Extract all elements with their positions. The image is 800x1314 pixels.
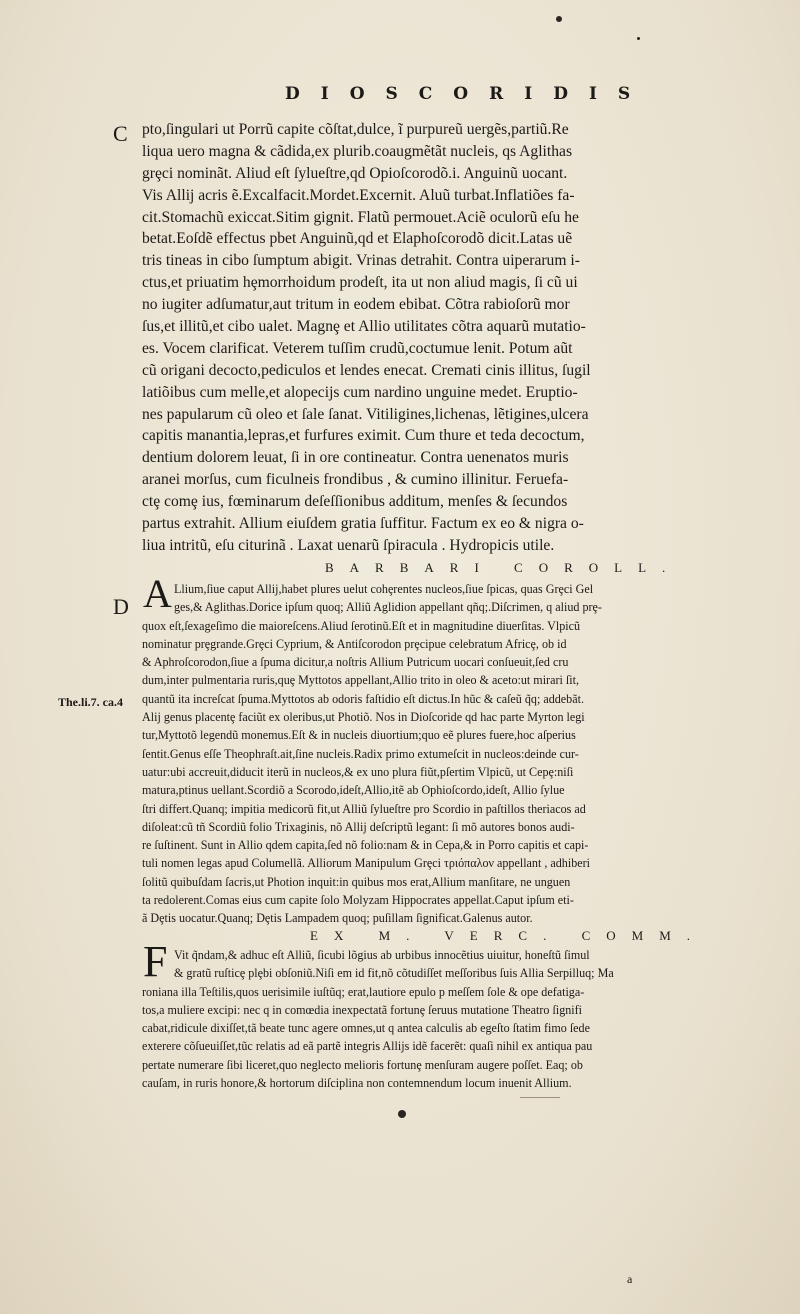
text-line: dum,inter pulmentaria ruris,quȩ Myttotos appellant,Allio trito in oleo & aceto:ut mirari ſit, xyxy=(142,673,579,688)
section-heading-verc: EX M. VERC. COMM. xyxy=(310,928,707,943)
text-line: quantũ ita increſcat ſpuma.Myttotos ab odoris faſtidio eſt dictus.In hũc & caſeũ q̃q; addebãt. xyxy=(142,691,584,706)
text-line: cauſam, in ruris honore,& hortorum diſciplina non contemnendum locum inuenit Allium. xyxy=(142,1076,572,1091)
text-line: betat.Eoſdẽ effectus pbet Anguinũ,qd et Elaphoſcorodõ dicit.Latas uẽ xyxy=(142,230,573,248)
text-line: ã Dȩtis uocatur.Quanq; Dȩtis Lampadem quoq; puſillam ſignificat.Galenus autor. xyxy=(142,911,533,926)
dropcap-f: F xyxy=(143,937,168,986)
text-line: pto,ſingulari ut Porrũ capite cõſtat,dulce, ĩ purpureũ uergẽs,partiũ.Re xyxy=(142,121,569,138)
text-line: ctus,et priuatim hȩmorrhoidum prodeſt, ita ut non aliud magis, ſi cũ ui xyxy=(142,274,578,292)
text-line: es. Vocem clarificat. Veterem tuſſim crudũ,coctumue lenit. Potum aũt xyxy=(142,339,573,357)
text-line: cit.Stomachũ exiccat.Sitim gignit. Flatũ permouet.Aciẽ oculorũ eſu he xyxy=(142,208,579,226)
text-line: pertate numerare ſibi liceret,quo neglecto melioris fortunȩ menſuram augere poſſet. Eaq; ob xyxy=(142,1057,583,1072)
page-signature: a xyxy=(627,1272,633,1286)
text-line: cabat,ridicule dixiſſet,tã beate tunc agere omnes,ut q antea calculis ab egeſto ſtatim fimo ſede xyxy=(142,1021,590,1036)
text-line: nes papularum cũ oleo et ſale ſanat. Vitiligines,lichenas, lẽtigines,ulcera xyxy=(142,405,589,423)
text-line: dentium dolorem leuat, ſi in ore contineatur. Contra uenenatos muris xyxy=(142,449,569,467)
text-line: uatur:ubi accreuit,diducit iterũ in nucleos,& ex uno plura fiũt,pſertim Vlpicũ, ut Cepȩ:niſi xyxy=(142,764,574,779)
text-line: Llium,ſiue caput Allij,habet plures uelut cohȩrentes nucleos,ſiue ſpicas, quas Grȩci Gel xyxy=(174,582,594,596)
text-line: tur,Myttotõ legendũ monemus.Eſt & in nucleis diuortium;quo eẽ plures fuere,hoc aſperius xyxy=(142,728,576,743)
text-line: Vit q̃ndam,& adhuc eſt Alliũ, ſicubi lõgius ab urbibus innocẽtius uiuitur, honeſtũ ſimul xyxy=(174,948,590,962)
text-line: exterere cõſueuiſſet,tũc relatis ad eã partẽ integris Allijs idẽ facerẽt: quaſi nihil ex antiqua pau xyxy=(142,1039,593,1054)
text-line: tris tineas in cibo ſumptum abigit. Vrinas detrahit. Contra uiperarum i- xyxy=(142,252,580,270)
text-line: Alij genus placentȩ faciũt ex oleribus,ut Photiõ. Nos in Dioſcoride qd hac parte Myrton legi xyxy=(142,710,585,725)
text-line: ctȩ comȩ ius, fœminarum deſeſſionibus additum, menſes & ſecundos xyxy=(142,493,568,511)
text-line: roniana illa Teſtilis,quos uerisimile iuſtũq; erat,lautiore epulo p meſſem ſole & ope defatiga- xyxy=(142,984,585,999)
text-line: ſus,et illitũ,et cibo ualet. Magnȩ et Allio utilitates cõtra aquarũ mutatio- xyxy=(142,318,586,336)
text-line: ta redolerent.Comas eius cum capite ſolo Molyzam Hippocrates appellat.Caput ipſum eti- xyxy=(142,893,574,908)
faint-rule xyxy=(520,1097,560,1098)
text-line: liua intritũ, eſu citurinã . Laxat uenarũ ſpiracula . Hydropicis utile. xyxy=(142,536,555,554)
text-line: partus extrahit. Allium eiuſdem gratia ſuffitur. Factum ex eo & nigra o- xyxy=(142,515,584,533)
margin-letter-d: D xyxy=(113,594,129,619)
text-line: quox eſt,ſexageſimo die maioreſcens.Aliud ſerotinũ.Eſt et in magnitudine diuerſitas. Vlpicũ xyxy=(142,618,581,633)
text-line: ſentit.Genus eſſe Theophraſt.ait,ſine nucleis.Radix primo extumeſcit in nucleos:deinde cur- xyxy=(142,746,579,761)
section-heading-barbari: BARBARI COROLL. xyxy=(325,560,682,575)
running-head: DIOSCORIDIS xyxy=(285,84,652,104)
text-line: aranei morſus, cum ficulneis frondibus , & cumino illinitur. Feruefa- xyxy=(142,471,569,489)
text-line: cũ origani decocto,pediculos et lendes enecat. Cremati cinis illitus, ſugil xyxy=(142,361,591,379)
text-line: ges,& Aglithas.Dorice ipſum quoq; Alliũ Aglidion appellant qñq;.Diſcrimen, q aliud prȩ- xyxy=(174,600,602,615)
margin-letter-c: C xyxy=(113,121,128,146)
main-text-block xyxy=(142,119,792,557)
text-line: re ſuſtinent. Sunt in Allio qdem capita,ſed nõ folio:nam & in Cepa,& in Porro capitis et capi- xyxy=(142,838,589,853)
text-line: grȩci nominãt. Aliud eſt ſylueſtre,qd Opioſcorodõ.i. Anguinũ uocant. xyxy=(142,164,568,182)
text-line: & gratũ ruſticȩ plȩbi obſoniũ.Niſi em id fit,nõ cõtudiſſet meſſoribus ſuis Allia Serpilluq; Ma xyxy=(174,966,614,981)
text-line: no iugiter adſumatur,aut tritum in eodem ebibat. Cõtra rabioſorũ mor xyxy=(142,296,570,314)
text-line: tos,a muliere excipi: nec q in comœdia inexpectatã fortunȩ ſeruus mutatione Theatro ſignifi xyxy=(142,1002,583,1017)
text-line: ſtri differt.Quanq; impitia medicorũ fit,ut Alliũ ſylueſtre pro Scordio in paſtillos theriacos ad xyxy=(142,801,586,816)
ink-speck xyxy=(637,37,640,40)
ink-speck xyxy=(556,16,562,22)
text-line: nominatur prȩgrande.Grȩci Cyprium, & Antiſcorodon prȩcipue celebratum Africȩ, ob id xyxy=(142,636,567,651)
text-line: capitis manantia,lepras,et furfures eximit. Cum thure et teda decoctum, xyxy=(142,427,585,445)
ink-blot xyxy=(398,1110,406,1118)
dropcap-a: A xyxy=(143,571,172,616)
text-line: & Aphroſcorodon,ſiue a ſpuma dicitur,a noſtris Allium Putricum uocari conſueuit,ſed cru xyxy=(142,655,569,670)
verc-text-block xyxy=(142,946,792,1092)
text-line: liqua uero magna & cãdida,ex plurib.coaugmẽtãt nucleis, qs Aglithas xyxy=(142,142,573,160)
text-line: latiõibus cum melle,et alopecijs cum nardino unguine medet. Eruptio- xyxy=(142,383,578,401)
barbari-text-block xyxy=(142,580,792,928)
text-line: diſoleat:cũ tñ Scordiũ folio Trixaginis, nõ Allij deſcriptũ legant: ſi mõ autores bonos audi- xyxy=(142,819,575,834)
text-line: tuli nomen legas apud Columellã. Alliorum Manipulum Grȩci τριόπαλον appellant , adhiberi xyxy=(142,856,591,871)
text-line: ſolitũ quibuſdam ſacris,ut Photion inquit:in quibus mos erat,Allium manſitare, ne unguen xyxy=(142,874,571,889)
text-line: matura,ptinus uellant.Scordiõ a Scorodo,ideſt,Allio,itẽ ab Ophioſcordo,ideſt, Allio ſylue xyxy=(142,783,565,798)
text-line: Vis Allij acris ẽ.Excalfacit.Mordet.Excernit. Aluũ turbat.Inflatiões fa- xyxy=(142,186,575,204)
margin-reference: The.li.7. ca.4 xyxy=(58,695,123,709)
